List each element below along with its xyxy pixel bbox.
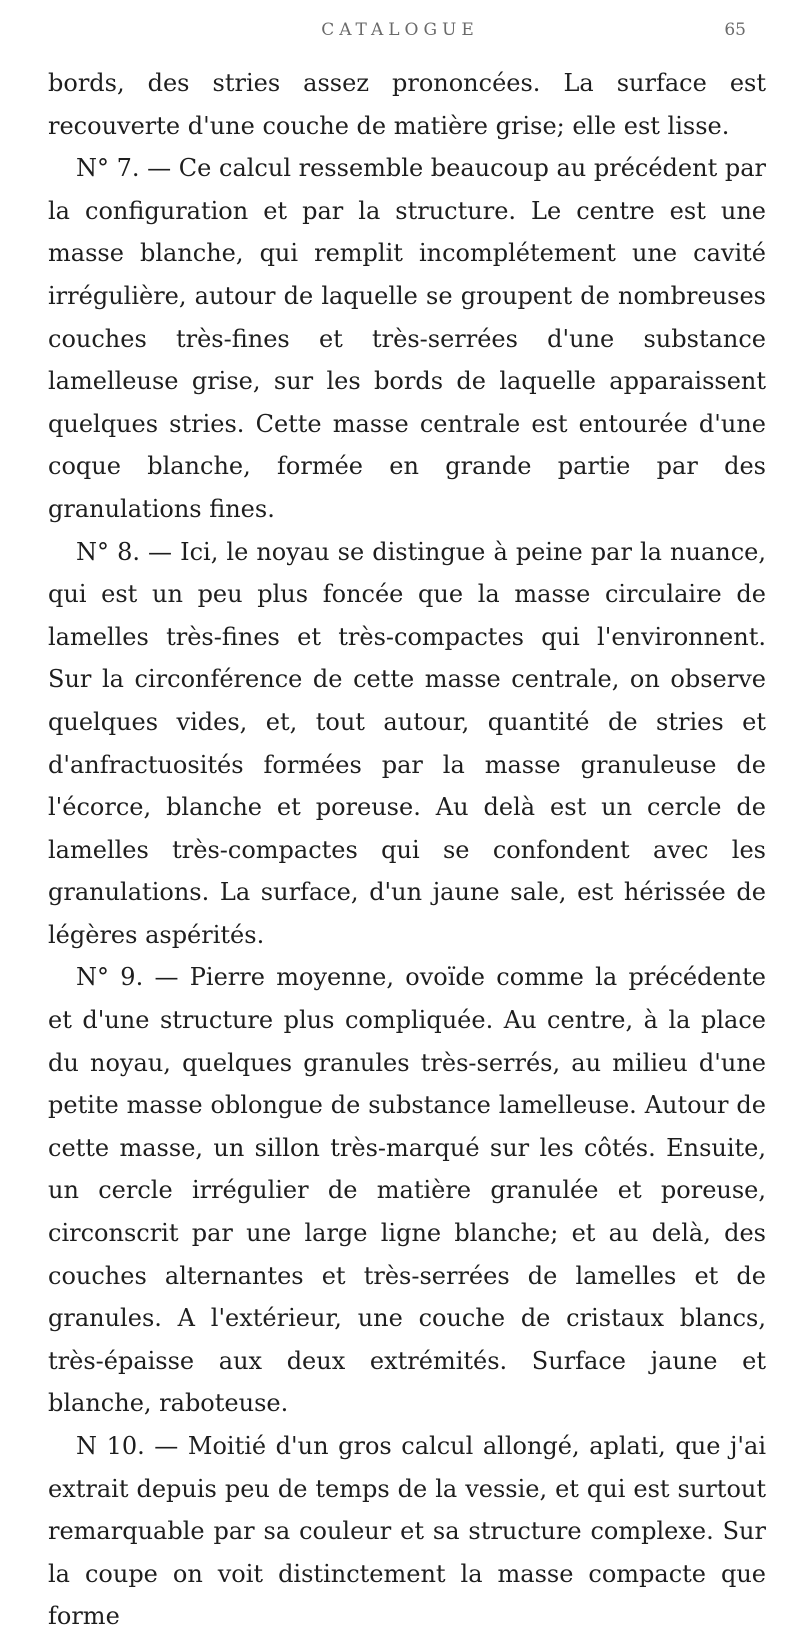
paragraph-no-7: N° 7. — Ce calcul ressemble beaucoup au précédent par la configuration et par la structure. Le centre est une masse blanche, qui remplit incomplétement une cavité irrégulière, autour de laquelle se groupent de nombreuses couches très-fines et très-serrées d'une substance lamelleuse grise, sur les bords de laquelle apparaissent quelques stries. Cette masse centrale est entourée d'une coque blanche, formée en grande partie par des granulations fines. (48, 154, 766, 523)
paragraph-continuation: bords, des stries assez prononcées. La surface est recouverte d'une couche de matière grise; elle est lisse. (48, 69, 766, 140)
running-head (0, 20, 800, 50)
paragraph-no-9: N° 9. — Pierre moyenne, ovoïde comme la précédente et d'une structure plus compliquée. Au centre, à la place du noyau, quelques granules très-serrés, au milieu d'une petite masse oblongue de substance lamelleuse. Autour de cette masse, un sillon très-marqué sur les côtés. Ensuite, un cercle irrégulier de matière granulée et poreuse, circonscrit par une large ligne blanche; et au delà, des couches alternantes et très-serrées de lamelles et de granules. A l'extérieur, une couche de cristaux blancs, très-épaisse aux deux extrémités. Surface jaune et blanche, raboteuse. (48, 963, 766, 1418)
paragraph-no-10: N 10. — Moitié d'un gros calcul allongé, aplati, que j'ai extrait depuis peu de temps de la vessie, et qui est surtout remarquable par sa couleur et sa structure complexe. Sur la coupe on voit distinctement la masse compacte que forme (48, 1432, 766, 1631)
page-number: 65 (724, 20, 746, 40)
running-title: CATALOGUE (321, 20, 479, 40)
body-text (48, 62, 766, 1638)
paragraph-no-8: N° 8. — Ici, le noyau se distingue à peine par la nuance, qui est un peu plus foncée que la masse circulaire de lamelles très-fines et très-compactes qui l'environnent. Sur la circonférence de cette masse centrale, on observe quelques vides, et, tout autour, quantité de stries et d'anfractuosités formées par la masse granuleuse de l'écorce, blanche et poreuse. Au delà est un cercle de lamelles très-compactes qui se confondent avec les granulations. La surface, d'un jaune sale, est hérissée de légères aspérités. (48, 537, 766, 949)
